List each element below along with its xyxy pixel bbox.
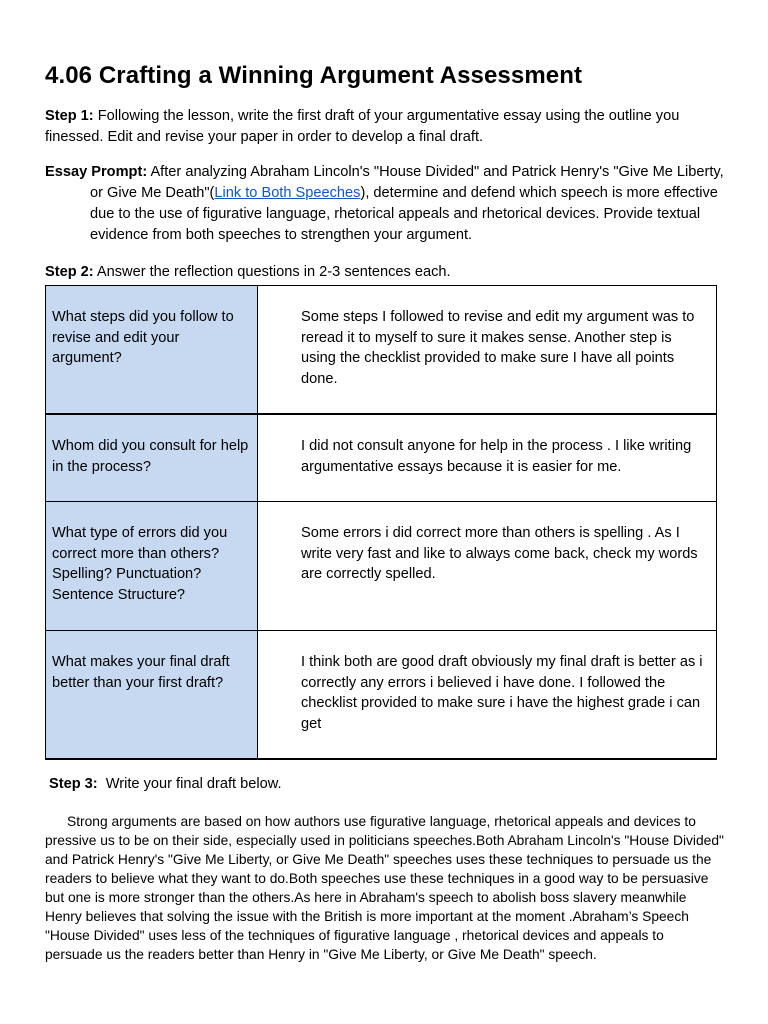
step-2-text: Answer the reflection questions in 2-3 sentences each. <box>93 264 451 280</box>
reflection-answer[interactable]: Some steps I followed to revise and edit my argument was to reread it to myself to sure it makes sense. Another step is using the checklist provided to make sure I have all points done. <box>258 286 717 415</box>
essay-prompt <box>45 162 725 246</box>
table-row <box>46 414 717 502</box>
step-3-instructions <box>45 774 725 795</box>
reflection-answer[interactable]: I think both are good draft obviously my final draft is better as i correctly any errors i believed i have done. I followed the checklist provided to make sure i have the highest grade i can get <box>258 631 717 760</box>
step-2-instructions <box>45 262 725 283</box>
final-draft-text[interactable]: Strong arguments are based on how authors use figurative language, rhetorical appeals and devices to pressive us to be on their side, especially used in politicians speeches.Both Abraham Lincoln's "House Divided" and Patrick Henry's "Give Me Liberty, or Give Me Death" speeches uses these techniques to persuade us the readers to believe what they want to do.Both speeches use these techniques in a good way to be persuasive but one is more stronger than the others.As here in Abraham's speech to abolish boss slavery meanwhile Henry believes that solving the issue with the British is more important at the moment .Abraham’s Speech "House Divided" uses less of the techniques of figurative language , rhetorical devices and appeals to persuade us the readers better than Henry in "Give Me Liberty, or Give Me Death" speech. <box>45 814 724 962</box>
document-page <box>45 60 725 964</box>
essay-prompt-label: Essay Prompt: <box>45 164 148 180</box>
reflection-question: Whom did you consult for help in the process? <box>46 414 258 502</box>
reflection-table <box>45 285 717 760</box>
step-3-text: Write your final draft below. <box>97 776 282 792</box>
reflection-question: What makes your final draft better than your first draft? <box>46 631 258 760</box>
reflection-answer[interactable]: Some errors i did correct more than others is spelling . As I write very fast and like to always come back, check my words are correctly spelled. <box>258 502 717 631</box>
step-1-instructions <box>45 106 725 148</box>
essay-prompt-text-after: ), determine and defend which speech is more effective due to the use of figurative language, rhetorical appeals and rhetorical devices. Provide textual evidence from both speeches to strengthen your argument. <box>90 185 718 243</box>
step-3-label: Step 3: <box>49 776 98 792</box>
reflection-question: What steps did you follow to revise and edit your argument? <box>46 286 258 415</box>
reflection-answer[interactable]: I did not consult anyone for help in the process . I like writing argumentative essays because it is easier for me. <box>258 414 717 502</box>
page-title: 4.06 Crafting a Winning Argument Assessment <box>45 62 583 89</box>
reflection-question: What type of errors did you correct more than others? Spelling? Punctuation? Sentence Structure? <box>46 502 258 631</box>
table-row <box>46 286 717 415</box>
step-1-text: Following the lesson, write the first draft of your argumentative essay using the outline you finessed. Edit and revise your paper in order to develop a final draft. <box>45 108 680 145</box>
speeches-link[interactable]: Link to Both Speeches <box>214 185 361 201</box>
table-row <box>46 502 717 631</box>
essay-prompt-text-before: After analyzing Abraham Lincoln's "House Divided" and Patrick Henry's "Give Me Liberty, or Give Me Death"( <box>90 164 724 201</box>
step-2-label: Step 2: <box>45 264 94 280</box>
table-row <box>46 631 717 760</box>
essay-prompt-body <box>45 162 725 246</box>
step-1-label: Step 1: <box>45 108 94 124</box>
